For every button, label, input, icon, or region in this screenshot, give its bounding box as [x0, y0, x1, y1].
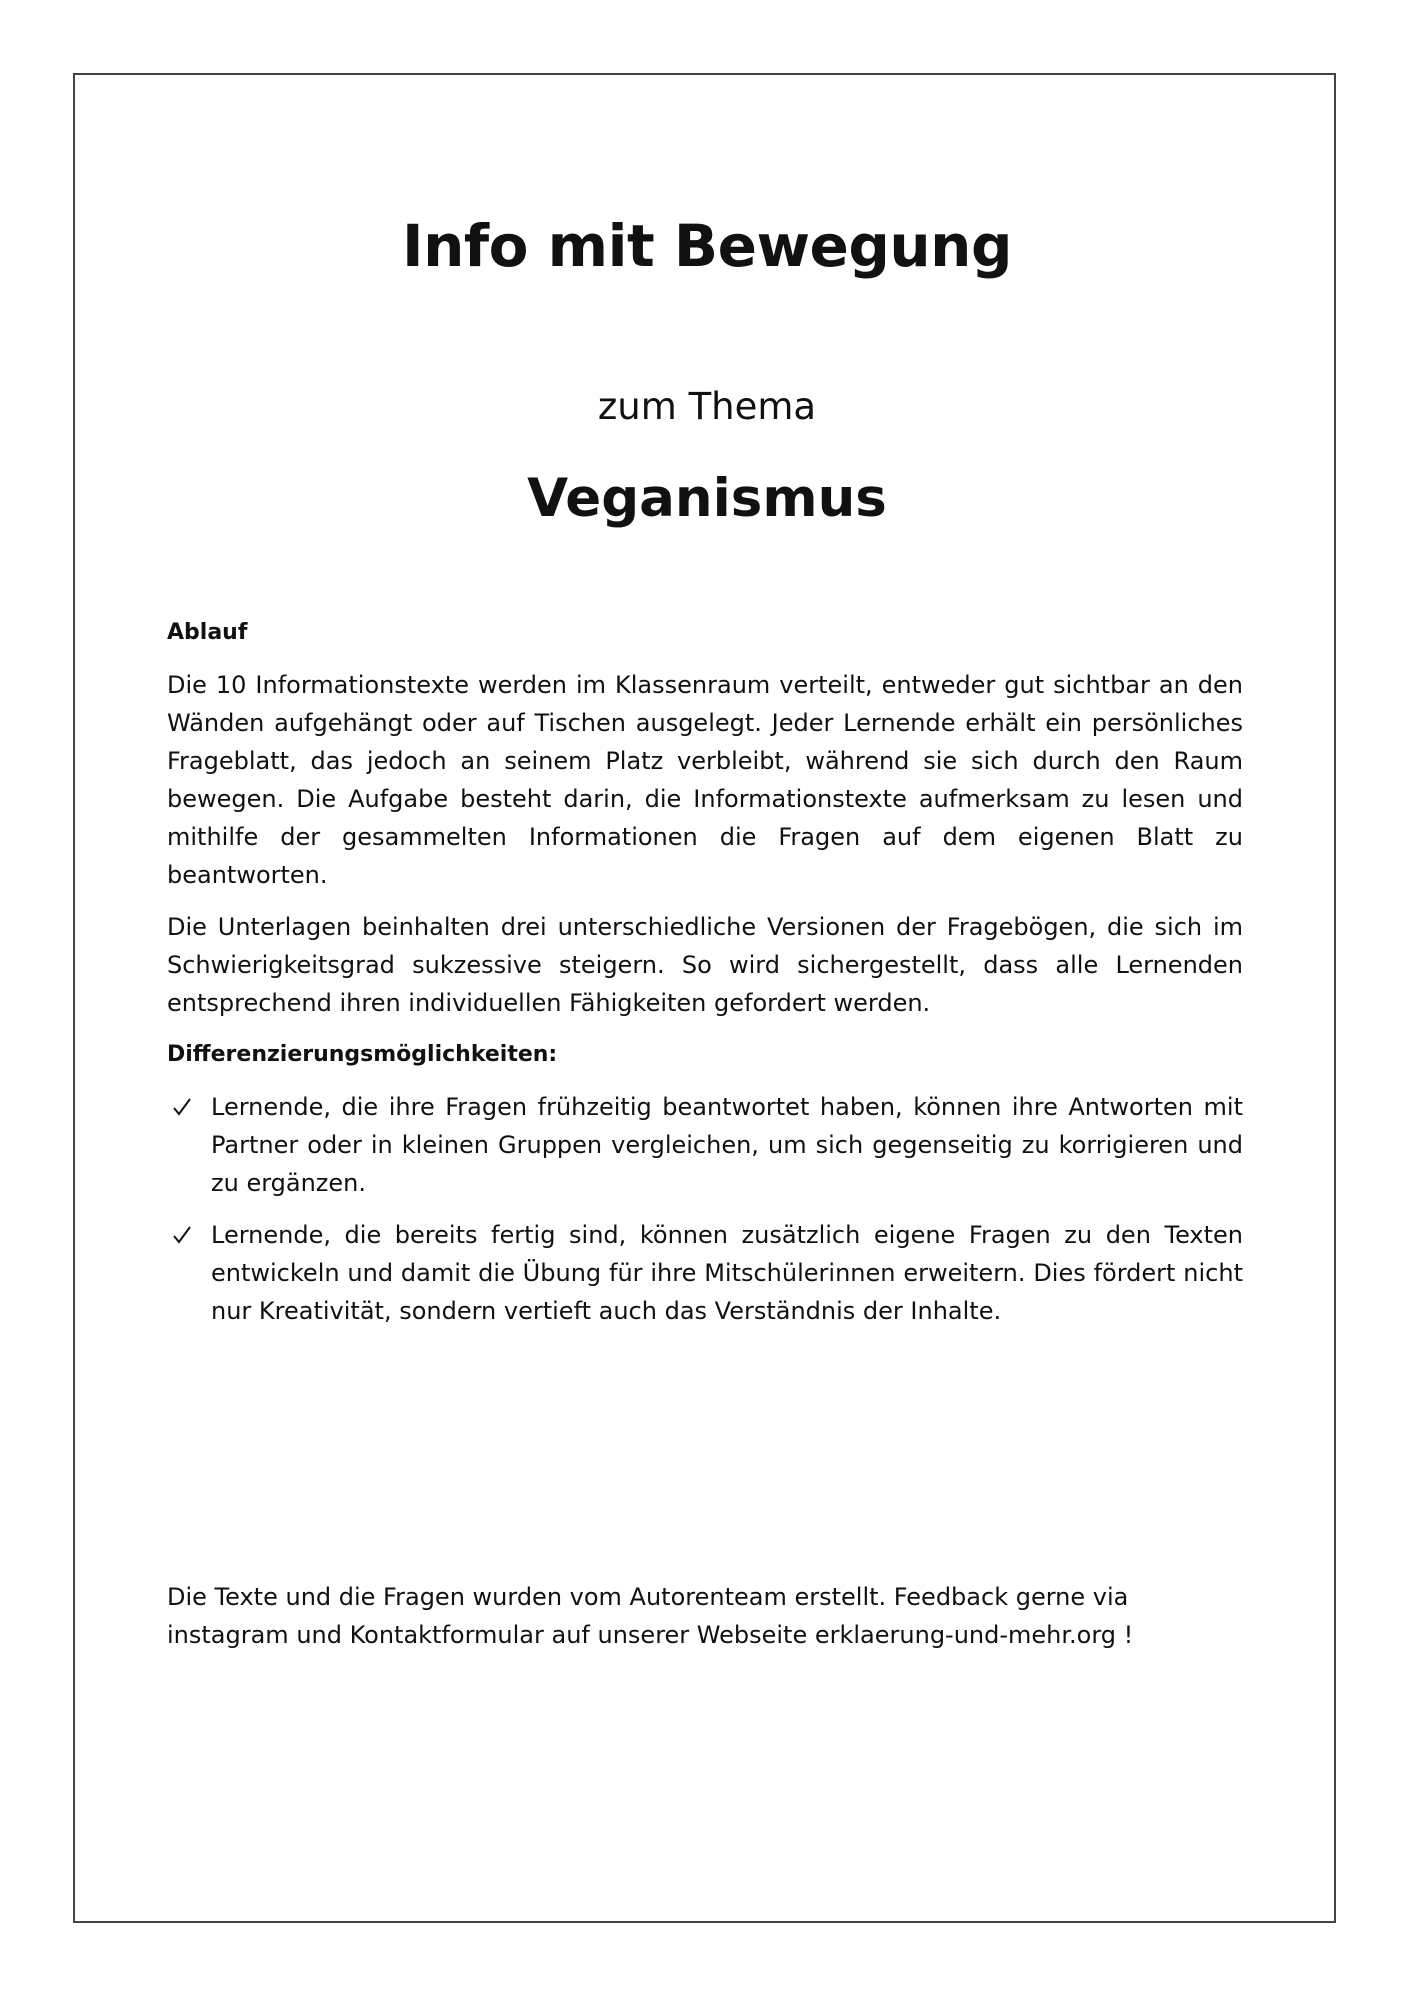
list-item-text: Lernende, die ihre Fragen frühzeitig beantwortet haben, können ihre Antworten mit Partner oder in kleinen Gruppen vergleichen, um sich gegenseitig zu korrigieren und zu ergänzen.	[211, 1093, 1243, 1197]
document-title: Info mit Bewegung	[402, 212, 1012, 280]
footer-note	[167, 1578, 1243, 1654]
ablauf-paragraph-1: Die 10 Informationstexte werden im Klassenraum verteilt, entweder gut sichtbar an den Wänden aufgehängt oder auf Tischen ausgelegt. Jeder Lernende erhält ein persönliches Frageblatt, das jedoch an seinem Platz verbleibt, während sie sich durch den Raum bewegen. Die Aufgabe besteht darin, die Informationstexte aufmerksam zu lesen und mithilfe der gesammelten Informationen die Fragen auf dem eigenen Blatt zu beantworten.	[167, 671, 1243, 889]
footer-line-2: instagram und Kontaktformular auf unserer Webseite erklaerung-und-mehr.org !	[167, 1621, 1134, 1649]
main-content	[167, 614, 1243, 1344]
differenzierung-heading: Differenzierungsmöglichkeiten:	[167, 1042, 558, 1067]
document-subtitle: zum Thema	[597, 385, 817, 428]
checkmark-icon	[171, 1216, 193, 1254]
differenzierung-list	[167, 1088, 1243, 1330]
checkmark-icon	[171, 1088, 193, 1126]
document-topic: Veganismus	[527, 468, 887, 529]
list-item	[167, 1216, 1243, 1330]
list-item-text: Lernende, die bereits fertig sind, können zusätzlich eigene Fragen zu den Texten entwickeln und damit die Übung für ihre Mitschülerinnen erweitern. Dies fördert nicht nur Kreativität, sondern vertieft auch das Verständnis der Inhalte.	[211, 1221, 1243, 1325]
ablauf-heading: Ablauf	[167, 620, 248, 645]
footer-line-1: Die Texte und die Fragen wurden vom Autorenteam erstellt. Feedback gerne via	[167, 1583, 1129, 1611]
list-item	[167, 1088, 1243, 1202]
ablauf-paragraph-2: Die Unterlagen beinhalten drei unterschiedliche Versionen der Fragebögen, die sich im Schwierigkeitsgrad sukzessive steigern. So wird sichergestellt, dass alle Lernenden entsprechend ihren individuellen Fähigkeiten gefordert werden.	[167, 913, 1243, 1017]
